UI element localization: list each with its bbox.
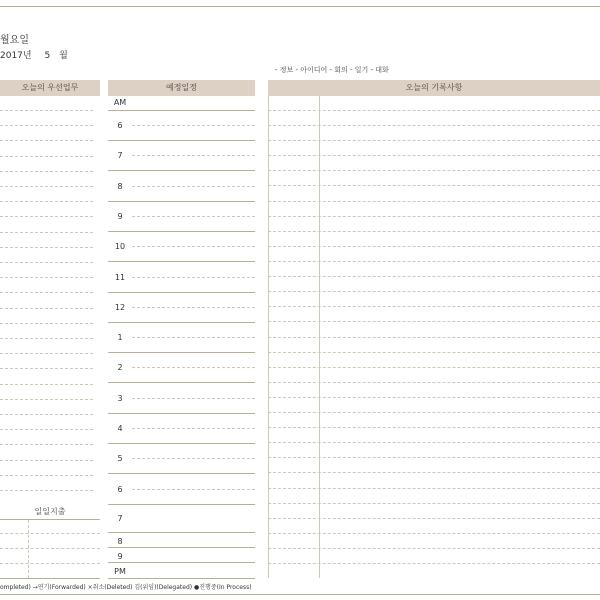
schedule-half-line bbox=[132, 489, 255, 490]
status-legend: ompleted) →연기(Forwarded) ×취소(Deleted) 김(위임)(Delegated) ●진행중(In Process) bbox=[0, 584, 252, 591]
expense-row-line bbox=[0, 548, 100, 549]
notes-row-line bbox=[268, 201, 600, 202]
task-row-line bbox=[0, 338, 93, 339]
task-row-line bbox=[0, 156, 93, 157]
schedule-hour-line bbox=[108, 504, 255, 505]
schedule-hour-line bbox=[108, 261, 255, 262]
notes-row-line bbox=[268, 276, 600, 277]
month-value: 5 bbox=[44, 51, 51, 61]
expense-row-line bbox=[0, 533, 100, 534]
notes-row-line bbox=[268, 216, 600, 217]
schedule-time-label: 3 bbox=[117, 394, 123, 403]
notes-row-line bbox=[268, 125, 600, 126]
task-row-line bbox=[0, 384, 93, 385]
notes-row-line bbox=[268, 261, 600, 262]
schedule-half-line bbox=[132, 307, 255, 308]
task-row-line bbox=[0, 429, 93, 430]
schedule-half-line bbox=[132, 155, 255, 156]
schedule-half-line bbox=[132, 398, 255, 399]
schedule-time-label: 12 bbox=[114, 303, 126, 312]
bottom-border bbox=[0, 594, 600, 595]
day-of-week: 월요일 bbox=[0, 35, 29, 46]
task-row-line bbox=[0, 186, 93, 187]
task-row-line bbox=[0, 444, 93, 445]
task-row-line bbox=[0, 475, 93, 476]
task-row-line bbox=[0, 201, 93, 202]
notes-row-line bbox=[268, 321, 600, 322]
notes-row-line bbox=[268, 185, 600, 186]
schedule-hour-line bbox=[108, 110, 255, 111]
notes-row-line bbox=[268, 518, 600, 519]
schedule-half-line bbox=[132, 367, 255, 368]
expenses-header: 일일지출 bbox=[34, 507, 66, 516]
notes-row-line bbox=[268, 291, 600, 292]
schedule-time-label: PM bbox=[114, 567, 126, 576]
schedule-half-line bbox=[132, 277, 255, 278]
schedule-half-line bbox=[132, 337, 255, 338]
schedule-time-label: AM bbox=[113, 98, 127, 107]
task-row-line bbox=[0, 292, 93, 293]
task-row-line bbox=[0, 490, 93, 491]
schedule-half-line bbox=[132, 186, 255, 187]
schedule-half-line bbox=[132, 125, 255, 126]
schedule-hour-line bbox=[108, 578, 255, 579]
schedule-time-label: 7 bbox=[117, 151, 123, 160]
notes-row-line bbox=[268, 246, 600, 247]
schedule-hour-line bbox=[108, 140, 255, 141]
task-row-line bbox=[0, 414, 93, 415]
notes-row-line bbox=[268, 457, 600, 458]
notes-row-line bbox=[268, 155, 600, 156]
task-row-line bbox=[0, 125, 93, 126]
schedule-time-label: 10 bbox=[114, 242, 126, 251]
schedule-hour-line bbox=[108, 352, 255, 353]
date-line bbox=[0, 48, 68, 61]
notes-row-line bbox=[268, 352, 600, 353]
schedule-hour-line bbox=[108, 413, 255, 414]
schedule-hour-line bbox=[108, 547, 255, 548]
notes-row-line bbox=[268, 412, 600, 413]
schedule-time-label: 6 bbox=[117, 121, 123, 130]
schedule-hour-line bbox=[108, 443, 255, 444]
schedule-time-label: 5 bbox=[117, 454, 123, 463]
schedule-time-label: 1 bbox=[117, 333, 123, 342]
top-border bbox=[0, 0, 600, 7]
task-row-line bbox=[0, 368, 93, 369]
task-row-line bbox=[0, 323, 93, 324]
task-row-line bbox=[0, 262, 93, 263]
year-label: 2017년 bbox=[0, 51, 32, 61]
schedule-hour-line bbox=[108, 562, 255, 563]
schedule-time-label: 7 bbox=[117, 514, 123, 523]
task-row-line bbox=[0, 216, 93, 217]
notes-row-line bbox=[268, 382, 600, 383]
schedule-hour-line bbox=[108, 322, 255, 323]
notes-row-line bbox=[268, 170, 600, 171]
schedule-hour-line bbox=[108, 292, 255, 293]
notes-row-line bbox=[268, 488, 600, 489]
schedule-half-line bbox=[132, 246, 255, 247]
notes-row-line bbox=[268, 503, 600, 504]
schedule-hour-line bbox=[108, 170, 255, 171]
daily-notes-header: 오늘의 기록사항 bbox=[268, 80, 600, 96]
schedule-half-line bbox=[132, 216, 255, 217]
notes-row-line bbox=[268, 442, 600, 443]
schedule-time-label: 11 bbox=[114, 273, 126, 282]
schedule-hour-line bbox=[108, 231, 255, 232]
notes-row-line bbox=[268, 337, 600, 338]
schedule-time-label: 6 bbox=[117, 485, 123, 494]
notes-row-line bbox=[268, 472, 600, 473]
schedule-time-label: 9 bbox=[117, 552, 123, 561]
note-categories: - 정보 - 아이디어 - 회의 - 일기 - 대화 bbox=[275, 66, 389, 74]
month-unit: 월 bbox=[59, 51, 68, 61]
task-row-line bbox=[0, 232, 93, 233]
task-row-line bbox=[0, 277, 93, 278]
schedule-hour-line bbox=[108, 201, 255, 202]
notes-row-line bbox=[268, 548, 600, 549]
notes-row-line bbox=[268, 306, 600, 307]
schedule-time-label: 8 bbox=[117, 537, 123, 546]
schedule-time-label: 4 bbox=[117, 424, 123, 433]
schedule-time-label: 8 bbox=[117, 182, 123, 191]
schedule-half-line bbox=[132, 428, 255, 429]
task-row-line bbox=[0, 353, 93, 354]
task-row-line bbox=[0, 110, 93, 111]
notes-row-line bbox=[268, 397, 600, 398]
notes-row-line bbox=[268, 231, 600, 232]
expense-divider bbox=[28, 520, 29, 578]
task-row-line bbox=[0, 247, 93, 248]
notes-row-line bbox=[268, 533, 600, 534]
task-row-line bbox=[0, 460, 93, 461]
priority-tasks-header: 오늘의 우선업무 bbox=[0, 80, 100, 96]
task-row-line bbox=[0, 140, 93, 141]
task-row-line bbox=[0, 308, 93, 309]
expense-header-line bbox=[0, 519, 100, 520]
expense-row-line bbox=[0, 563, 100, 564]
notes-row-line bbox=[268, 427, 600, 428]
notes-row-line bbox=[268, 110, 600, 111]
notes-row-line bbox=[268, 563, 600, 564]
schedule-time-label: 9 bbox=[117, 212, 123, 221]
notes-row-line bbox=[268, 367, 600, 368]
schedule-hour-line bbox=[108, 382, 255, 383]
schedule-header: 예정일정 bbox=[108, 80, 255, 96]
schedule-hour-line bbox=[108, 473, 255, 474]
schedule-time-label: 2 bbox=[117, 363, 123, 372]
task-row-line bbox=[0, 399, 93, 400]
expense-bottom-line bbox=[0, 578, 100, 579]
schedule-half-line bbox=[132, 458, 255, 459]
task-row-line bbox=[0, 171, 93, 172]
schedule-hour-line bbox=[108, 532, 255, 533]
notes-row-line bbox=[268, 140, 600, 141]
